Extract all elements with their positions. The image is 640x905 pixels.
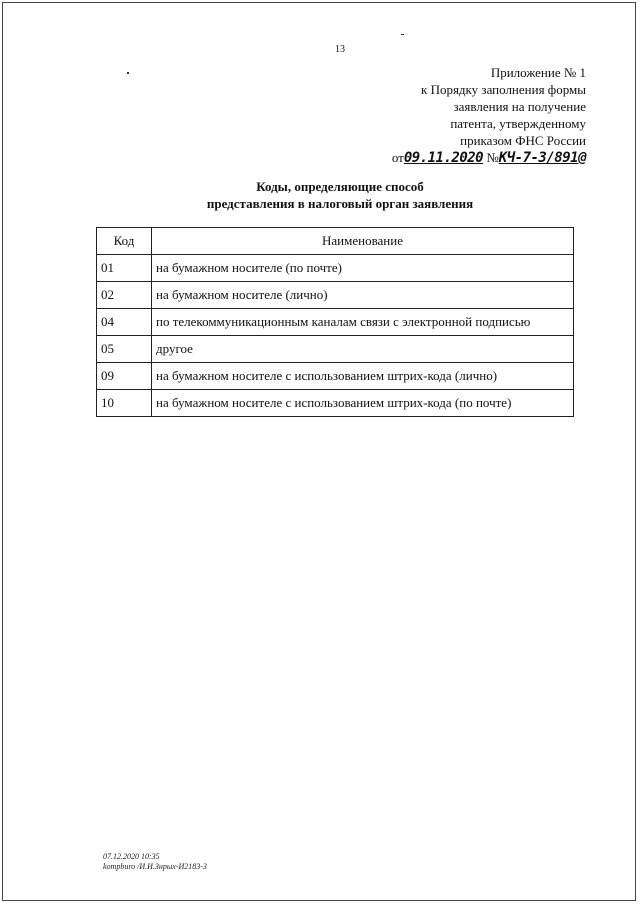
name-cell: на бумажном носителе (лично) xyxy=(152,282,574,309)
appendix-title: Приложение № 1 xyxy=(490,65,586,80)
code-cell: 01 xyxy=(97,255,152,282)
appendix-block xyxy=(392,64,586,167)
name-cell: на бумажном носителе с использованием штрих-кода (лично) xyxy=(152,363,574,390)
name-cell: на бумажном носителе (по почте) xyxy=(152,255,574,282)
codes-table xyxy=(96,227,574,417)
handwritten-order-number: КЧ-7-3/891@ xyxy=(498,150,586,166)
appendix-line: патента, утвержденному xyxy=(450,116,586,131)
name-cell: на бумажном носителе с использованием штрих-кода (по почте) xyxy=(152,390,574,417)
name-cell: по телекоммуникационным каналам связи с электронной подписью xyxy=(152,309,574,336)
table-row xyxy=(97,282,574,309)
table-row xyxy=(97,309,574,336)
date-prefix: от xyxy=(391,150,404,165)
code-cell: 02 xyxy=(97,282,152,309)
number-prefix: № xyxy=(486,150,499,165)
table-header-row xyxy=(97,228,574,255)
page-number: 13 xyxy=(335,44,345,55)
appendix-line: заявления на получение xyxy=(453,99,586,114)
heading-line: представления в налоговый орган заявления xyxy=(206,196,474,211)
table-row xyxy=(97,255,574,282)
code-cell: 09 xyxy=(97,363,152,390)
footer-stamp xyxy=(103,852,207,872)
order-date-line xyxy=(392,149,586,167)
code-cell: 05 xyxy=(97,336,152,363)
footer-file-ref: kompburo /И.И.Знрых-И2183-3 xyxy=(103,862,207,871)
handwritten-date: 09.11.2020 xyxy=(403,150,484,166)
table-row xyxy=(97,390,574,417)
document-heading xyxy=(0,178,640,212)
code-cell: 10 xyxy=(97,390,152,417)
appendix-line: к Порядку заполнения формы xyxy=(421,82,586,97)
table-row xyxy=(97,336,574,363)
name-cell: другое xyxy=(152,336,574,363)
heading-line: Коды, определяющие способ xyxy=(256,179,424,194)
column-header-name: Наименование xyxy=(152,228,574,255)
footer-timestamp: 07.12.2020 10:35 xyxy=(103,852,160,861)
scan-speck xyxy=(127,72,129,74)
table-row xyxy=(97,363,574,390)
scan-speck xyxy=(401,34,404,35)
appendix-line: приказом ФНС России xyxy=(460,133,586,148)
code-cell: 04 xyxy=(97,309,152,336)
column-header-code: Код xyxy=(97,228,152,255)
